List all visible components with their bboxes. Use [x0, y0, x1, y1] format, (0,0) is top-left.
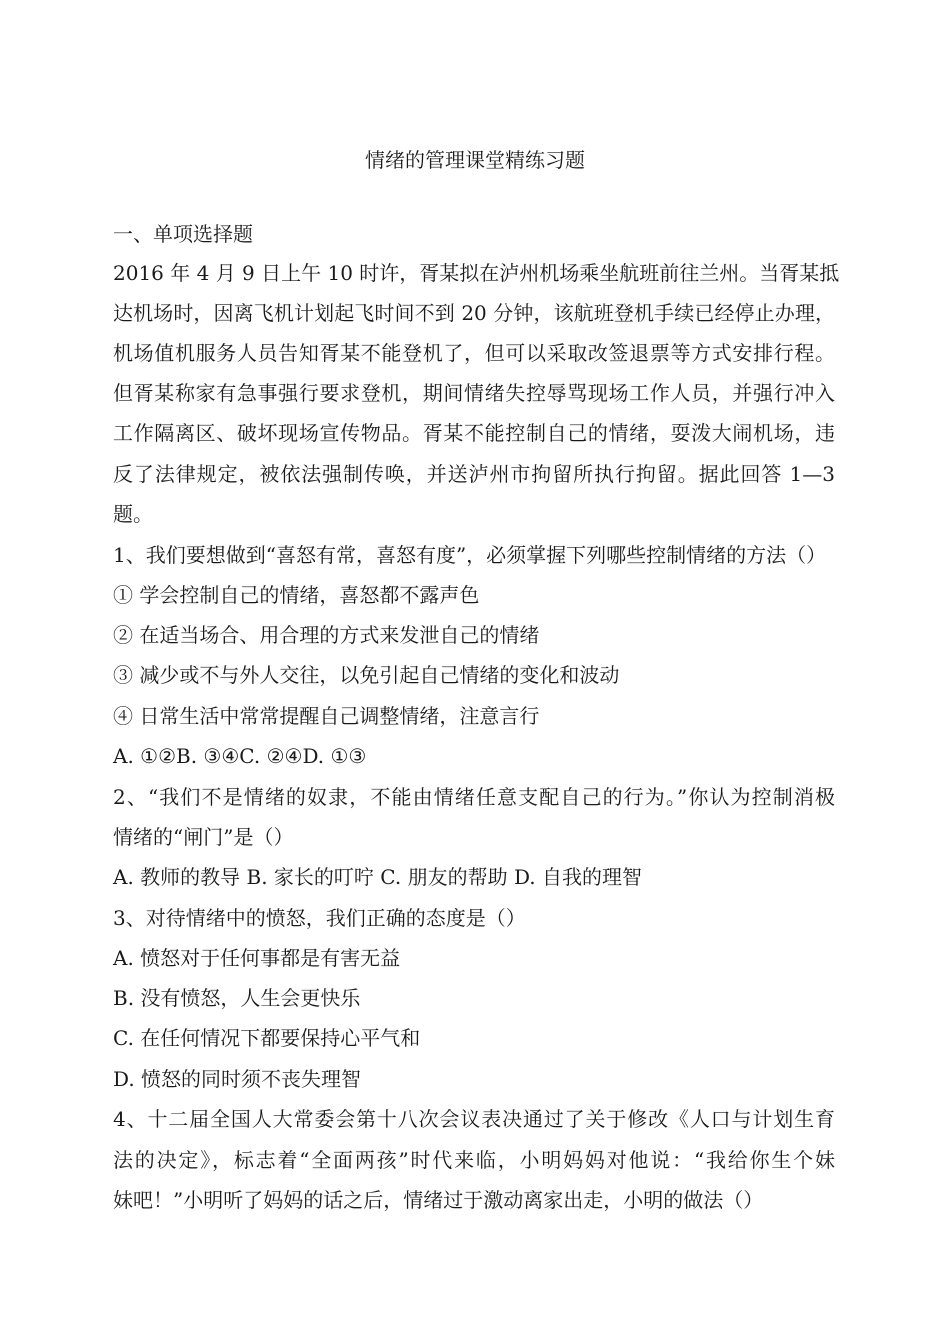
- question-1-item: ① 学会控制自己的情绪，喜怒都不露声色: [113, 583, 480, 607]
- passage-line: 但胥某称家有急事强行要求登机，期间情绪失控辱骂现场工作人员，并强行冲入: [113, 381, 835, 405]
- question-1-item: ③ 减少或不与外人交往，以免引起自己情绪的变化和波动: [113, 663, 620, 687]
- question-4-stem: 4、十二届全国人大常委会第十八次会议表决通过了关于修改《人口与计划生育: [113, 1107, 835, 1131]
- passage-line: 机场值机服务人员告知胥某不能登机了，但可以采取改签退票等方式安排行程。: [113, 341, 835, 365]
- passage-line: 工作隔离区、破坏现场宣传物品。胥某不能控制自己的情绪，耍泼大闹机场，违: [113, 421, 835, 445]
- question-2-stem: 2、“我们不是情绪的奴隶，不能由情绪任意支配自己的行为。”你认为控制消极: [113, 785, 835, 809]
- section-heading: 一、单项选择题: [113, 222, 253, 246]
- question-3-option: C. 在任何情况下都要保持心平气和: [113, 1026, 421, 1050]
- question-2-options: A. 教师的教导 B. 家长的叮咛 C. 朋友的帮助 D. 自我的理智: [113, 865, 642, 889]
- question-3-option: D. 愤怒的同时须不丧失理智: [113, 1067, 362, 1091]
- question-3-option: B. 没有愤怒，人生会更快乐: [113, 986, 361, 1010]
- question-1-stem: 1、我们要想做到“喜怒有常，喜怒有度”，必须掌握下列哪些控制情绪的方法（）: [113, 543, 827, 567]
- question-1-item: ② 在适当场合、用合理的方式来发泄自己的情绪: [113, 623, 540, 647]
- document-title: 情绪的管理课堂精练习题: [365, 148, 585, 172]
- question-2-stem: 情绪的“闸门”是（）: [113, 825, 294, 849]
- question-3-option: A. 愤怒对于任何事都是有害无益: [113, 946, 401, 970]
- question-4-stem: 妹吧！”小明听了妈妈的话之后，情绪过于激动离家出走，小明的做法（）: [113, 1188, 764, 1212]
- passage-line: 反了法律规定，被依法强制传唤，并送泸州市拘留所执行拘留。据此回答 1—3: [113, 462, 835, 486]
- question-1-options: A. ①②B. ③④C. ②④D. ①③: [113, 744, 367, 768]
- passage-line: 题。: [113, 502, 153, 526]
- passage-line: 2016 年 4 月 9 日上午 10 时许，胥某拟在泸州机场乘坐航班前往兰州。当胥某抵: [113, 261, 840, 285]
- question-1-item: ④ 日常生活中常常提醒自己调整情绪，注意言行: [113, 704, 540, 728]
- question-3-stem: 3、对待情绪中的愤怒，我们正确的态度是（）: [113, 906, 526, 930]
- question-4-stem: 法的决定》，标志着“全面两孩”时代来临，小明妈妈对他说：“我给你生个妹: [113, 1148, 835, 1172]
- passage-line: 达机场时，因离飞机计划起飞时间不到 20 分钟，该航班登机手续已经停止办理，: [113, 301, 835, 325]
